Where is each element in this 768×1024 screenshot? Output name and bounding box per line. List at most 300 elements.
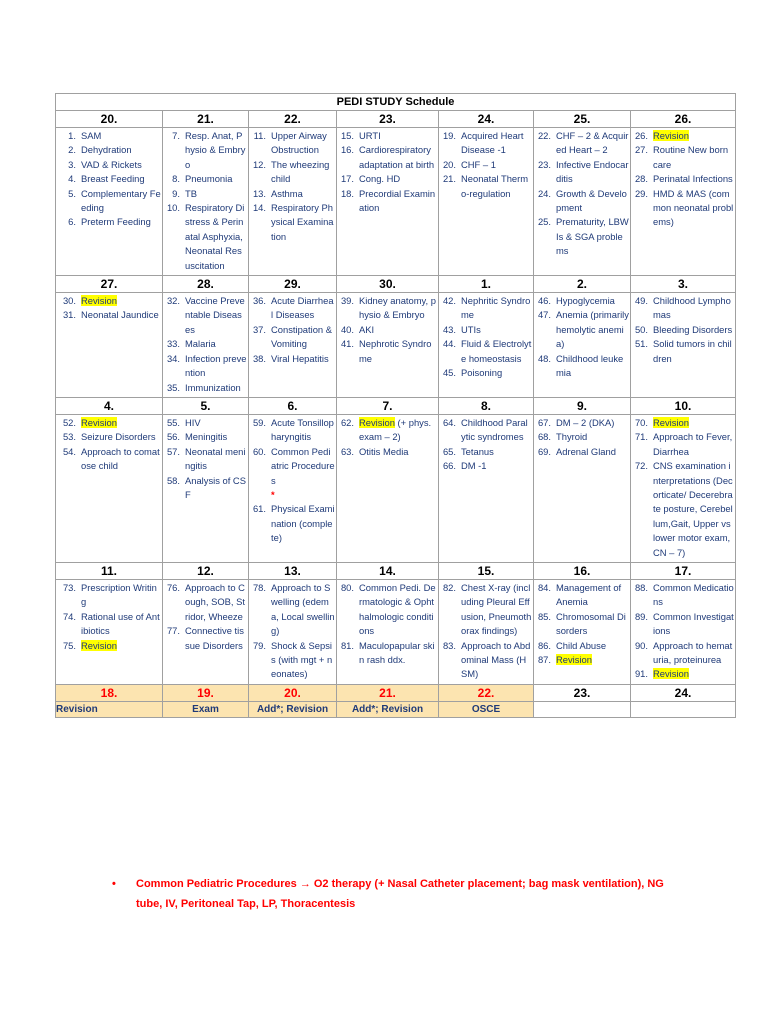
topic-number: 9. bbox=[172, 187, 180, 199]
topic-text: Immunization bbox=[185, 381, 241, 393]
topics-row bbox=[56, 414, 736, 562]
topic-text: Nephritic Syndrome bbox=[461, 295, 531, 321]
topic-item bbox=[163, 474, 247, 503]
bullet-icon: • bbox=[112, 878, 116, 890]
topic-text: CHF – 1 bbox=[461, 158, 496, 170]
topic-number: 74. bbox=[62, 610, 76, 622]
topic-number: 40. bbox=[340, 323, 354, 335]
topic-text: Otitis Media bbox=[359, 445, 409, 457]
topic-text-wrap bbox=[461, 172, 532, 201]
topic-number: 10. bbox=[166, 202, 180, 214]
topic-number: 35. bbox=[166, 381, 180, 393]
asterisk-mark: * bbox=[271, 488, 275, 500]
topic-text: Poisoning bbox=[461, 367, 503, 379]
topic-item bbox=[631, 430, 734, 459]
topic-text-wrap bbox=[461, 581, 532, 639]
topic-text-wrap bbox=[653, 172, 734, 186]
topic-number: 67. bbox=[537, 416, 551, 428]
day-topics-cell bbox=[337, 293, 439, 398]
topic-text: Common Pediatric Procedures bbox=[271, 445, 335, 486]
topic-number: 76. bbox=[166, 581, 180, 593]
topic-list bbox=[249, 415, 336, 548]
topic-text-wrap bbox=[185, 129, 247, 172]
day-number: 5. bbox=[163, 397, 249, 414]
day-topics-cell bbox=[631, 128, 736, 276]
topic-text: Management of Anemia bbox=[556, 581, 622, 608]
topic-item bbox=[337, 445, 437, 459]
topic-number: 8. bbox=[172, 173, 180, 185]
topic-text-wrap bbox=[81, 215, 161, 229]
day-topics-cell bbox=[439, 128, 534, 276]
topic-item bbox=[56, 172, 161, 186]
topic-item bbox=[163, 416, 247, 430]
topic-text-wrap bbox=[461, 129, 532, 158]
topic-list bbox=[631, 128, 735, 232]
topic-item bbox=[631, 416, 734, 430]
topic-text-wrap bbox=[185, 430, 247, 444]
topic-text-wrap bbox=[185, 381, 247, 395]
topic-text: Resp. Anat, Physio & Embryo bbox=[185, 130, 246, 170]
topic-item bbox=[534, 294, 629, 308]
topic-text-wrap bbox=[653, 337, 734, 366]
day-topics-cell bbox=[163, 579, 249, 684]
day-number: 24. bbox=[439, 111, 534, 128]
topic-text-wrap bbox=[81, 172, 161, 186]
topic-text-wrap bbox=[185, 294, 247, 337]
topic-number: 16. bbox=[340, 144, 354, 156]
topic-text: Asthma bbox=[271, 187, 303, 199]
topic-item bbox=[337, 323, 437, 337]
day-number: 7. bbox=[337, 397, 439, 414]
topic-number: 25. bbox=[537, 216, 551, 228]
topic-text-wrap bbox=[185, 581, 247, 624]
topic-text-wrap bbox=[556, 445, 629, 459]
topic-text: Acute Diarrheal Diseases bbox=[271, 295, 334, 321]
topic-number: 1. bbox=[68, 130, 76, 141]
topic-number: 28. bbox=[634, 173, 648, 185]
topic-number: 41. bbox=[340, 338, 354, 350]
topic-text-wrap bbox=[359, 129, 437, 143]
day-number-row bbox=[56, 562, 736, 579]
topic-text: TB bbox=[185, 187, 197, 199]
day-topics-cell bbox=[337, 128, 439, 276]
topic-number: 72. bbox=[634, 460, 648, 472]
topic-text: Vaccine Preventable Diseases bbox=[185, 295, 245, 335]
topic-number: 61. bbox=[252, 503, 266, 515]
topic-list bbox=[534, 415, 630, 461]
topic-text: Common Medications bbox=[653, 581, 734, 608]
topic-text: Childhood leukemia bbox=[556, 352, 624, 379]
topic-item bbox=[631, 294, 734, 323]
topic-text: The wheezing child bbox=[271, 158, 330, 185]
topic-list bbox=[337, 580, 438, 669]
topic-number: 37. bbox=[252, 323, 266, 335]
topic-number: 7. bbox=[172, 130, 180, 141]
topic-text: Upper Airway Obstruction bbox=[271, 130, 327, 156]
topic-list bbox=[631, 415, 735, 562]
revision-highlight: Revision bbox=[653, 416, 689, 428]
topic-item bbox=[56, 581, 161, 610]
day-topics-cell bbox=[337, 579, 439, 684]
topic-number: 12. bbox=[252, 158, 266, 170]
day-topics-cell bbox=[534, 293, 631, 398]
topic-list bbox=[249, 293, 336, 368]
topic-item bbox=[56, 430, 161, 444]
day-number: 9. bbox=[534, 397, 631, 414]
topic-text-wrap bbox=[556, 653, 629, 667]
topic-list bbox=[56, 128, 162, 232]
day-topics-cell bbox=[631, 414, 736, 562]
day-number: 29. bbox=[249, 276, 337, 293]
topic-item bbox=[631, 323, 734, 337]
final-day-number: 21. bbox=[337, 684, 439, 701]
topic-item bbox=[249, 352, 335, 366]
day-number: 4. bbox=[56, 397, 163, 414]
topic-text: Neonatal Thermo-regulation bbox=[461, 173, 529, 199]
topic-text-wrap bbox=[81, 294, 161, 308]
topic-text-wrap bbox=[359, 639, 437, 668]
topic-number: 43. bbox=[442, 323, 456, 335]
topics-row bbox=[56, 128, 736, 276]
topic-text: Hypoglycemia bbox=[556, 295, 615, 307]
topic-number: 19. bbox=[442, 130, 456, 141]
topic-text: Bleeding Disorders bbox=[653, 323, 733, 335]
topic-number: 27. bbox=[634, 144, 648, 156]
topic-number: 71. bbox=[634, 431, 648, 443]
topic-item bbox=[439, 416, 532, 445]
topic-text-wrap bbox=[556, 187, 629, 216]
topic-text: Fluid & Electrolyte homeostasis bbox=[461, 338, 532, 364]
topic-number: 77. bbox=[166, 625, 180, 637]
topic-text-wrap bbox=[461, 639, 532, 682]
topic-text: Acquired Heart Disease -1 bbox=[461, 130, 524, 156]
topic-text-wrap bbox=[359, 172, 437, 186]
topic-text: Approach to Abdominal Mass (HSM) bbox=[461, 639, 531, 680]
topic-text-wrap bbox=[81, 416, 161, 430]
topic-item bbox=[249, 158, 335, 187]
topic-text: Anemia (primarily hemolytic anemia) bbox=[556, 309, 629, 350]
topic-number: 29. bbox=[634, 187, 648, 199]
topic-text-wrap bbox=[461, 459, 532, 473]
topic-number: 64. bbox=[442, 416, 456, 428]
topic-text: VAD & Rickets bbox=[81, 158, 142, 170]
topic-item bbox=[439, 581, 532, 639]
topic-item bbox=[163, 129, 247, 172]
topic-list bbox=[163, 128, 248, 275]
revision-highlight: Revision bbox=[653, 668, 689, 680]
day-topics-cell bbox=[337, 414, 439, 562]
topic-number: 57. bbox=[166, 445, 180, 457]
topic-text-wrap bbox=[81, 158, 161, 172]
topic-number: 91. bbox=[634, 668, 648, 680]
topic-number: 55. bbox=[166, 416, 180, 428]
topic-number: 11. bbox=[253, 130, 266, 141]
topic-text: Infection prevention bbox=[185, 352, 247, 379]
topic-text-wrap bbox=[461, 337, 532, 366]
topic-text: Meningitis bbox=[185, 431, 228, 443]
topic-number: 58. bbox=[166, 474, 180, 486]
topic-item bbox=[631, 639, 734, 668]
topic-text: Growth & Development bbox=[556, 187, 627, 214]
topic-text-wrap bbox=[556, 352, 629, 381]
day-topics-cell bbox=[249, 293, 337, 398]
topic-list bbox=[337, 415, 438, 461]
topic-text-wrap bbox=[185, 187, 247, 201]
topic-text: Connective tissue Disorders bbox=[185, 625, 244, 651]
topic-list bbox=[249, 128, 336, 246]
day-number-row bbox=[56, 397, 736, 414]
topic-item bbox=[163, 624, 247, 653]
topic-item bbox=[163, 352, 247, 381]
topic-text-wrap bbox=[271, 416, 335, 445]
topic-number: 5. bbox=[68, 187, 76, 199]
topic-text-wrap bbox=[556, 158, 629, 187]
topic-text: Prematurity, LBWIs & SGA problems bbox=[556, 216, 629, 257]
topic-number: 66. bbox=[442, 460, 456, 472]
topic-number: 38. bbox=[252, 352, 266, 364]
topic-item bbox=[631, 667, 734, 681]
topic-item bbox=[534, 430, 629, 444]
topic-item bbox=[439, 366, 532, 380]
day-number-row bbox=[56, 111, 736, 128]
topic-text: Neonatal Jaundice bbox=[81, 309, 159, 321]
day-topics-cell bbox=[56, 579, 163, 684]
day-number: 21. bbox=[163, 111, 249, 128]
topic-text-wrap bbox=[359, 323, 437, 337]
topic-item bbox=[56, 610, 161, 639]
topic-item bbox=[439, 337, 532, 366]
topic-text-wrap bbox=[81, 430, 161, 444]
topic-text-wrap bbox=[185, 337, 247, 351]
topic-text-wrap bbox=[81, 129, 161, 143]
topic-item bbox=[631, 172, 734, 186]
topic-number: 50. bbox=[634, 323, 648, 335]
topic-text: Chest X-ray (including Pleural Effusion, Pneumothorax findings) bbox=[461, 581, 532, 637]
topic-list bbox=[56, 580, 162, 655]
topic-text-wrap bbox=[271, 502, 335, 545]
topic-text-wrap bbox=[271, 445, 335, 503]
revision-highlight: Revision bbox=[81, 639, 117, 651]
topic-text-wrap bbox=[81, 143, 161, 157]
topic-number: 17. bbox=[340, 173, 354, 185]
topic-item bbox=[534, 416, 629, 430]
topic-text: Constipation & Vomiting bbox=[271, 323, 332, 350]
topic-item bbox=[439, 639, 532, 682]
topic-text-wrap bbox=[271, 187, 335, 201]
day-number: 30. bbox=[337, 276, 439, 293]
topic-number: 14. bbox=[252, 202, 266, 214]
topic-item bbox=[534, 610, 629, 639]
topic-item bbox=[249, 323, 335, 352]
day-number: 25. bbox=[534, 111, 631, 128]
topic-item bbox=[337, 143, 437, 172]
topic-item bbox=[163, 187, 247, 201]
day-number: 12. bbox=[163, 562, 249, 579]
topic-text-wrap bbox=[556, 610, 629, 639]
day-number: 15. bbox=[439, 562, 534, 579]
topic-list bbox=[631, 580, 735, 684]
topic-number: 4. bbox=[68, 173, 76, 185]
topic-list bbox=[631, 293, 735, 368]
topic-text-wrap bbox=[271, 352, 335, 366]
topic-item bbox=[249, 201, 335, 244]
topic-item bbox=[56, 187, 161, 216]
topic-text: Dehydration bbox=[81, 144, 132, 156]
topic-item bbox=[631, 337, 734, 366]
topic-text-wrap bbox=[461, 366, 532, 380]
topic-text: Maculopapular skin rash ddx. bbox=[359, 639, 435, 665]
topic-text: SAM bbox=[81, 130, 102, 141]
topic-item bbox=[439, 459, 532, 473]
topic-text: HIV bbox=[185, 416, 201, 428]
topic-item bbox=[249, 502, 335, 545]
topic-text: Solid tumors in children bbox=[653, 338, 732, 364]
topic-text: Shock & Sepsis (with mgt + neonates) bbox=[271, 639, 333, 680]
topic-item bbox=[163, 201, 247, 273]
day-number: 16. bbox=[534, 562, 631, 579]
day-number: 1. bbox=[439, 276, 534, 293]
topic-number: 89. bbox=[634, 610, 648, 622]
topic-list bbox=[534, 293, 630, 382]
topic-item bbox=[439, 158, 532, 172]
topic-text: DM -1 bbox=[461, 460, 487, 472]
topic-text: Respiratory Physical Examination bbox=[271, 202, 334, 242]
final-days-number-row bbox=[56, 684, 736, 701]
topic-text: Thyroid bbox=[556, 431, 588, 443]
day-topics-cell bbox=[439, 293, 534, 398]
topic-text: Approach to comatose child bbox=[81, 445, 160, 472]
final-day-label bbox=[534, 701, 631, 717]
topic-number: 21. bbox=[442, 173, 456, 185]
topic-number: 2. bbox=[68, 144, 76, 156]
revision-highlight: Revision bbox=[653, 130, 689, 141]
final-day-label: Add*; Revision bbox=[337, 701, 439, 717]
topic-number: 26. bbox=[634, 130, 648, 141]
topic-item bbox=[56, 308, 161, 322]
topic-item bbox=[439, 129, 532, 158]
day-topics-cell bbox=[534, 579, 631, 684]
topic-item bbox=[534, 158, 629, 187]
topic-number: 13. bbox=[252, 187, 266, 199]
topic-number: 78. bbox=[252, 581, 266, 593]
topic-item bbox=[163, 337, 247, 351]
topic-list bbox=[56, 293, 162, 325]
day-topics-cell bbox=[163, 414, 249, 562]
topic-item bbox=[337, 416, 437, 445]
topic-text: Kidney anatomy, physio & Embryo bbox=[359, 295, 436, 321]
day-number: 2. bbox=[534, 276, 631, 293]
topic-number: 6. bbox=[68, 216, 76, 228]
topic-number: 45. bbox=[442, 367, 456, 379]
topic-item bbox=[163, 581, 247, 624]
topic-text: Neonatal meningitis bbox=[185, 445, 246, 472]
topic-number: 54. bbox=[62, 445, 76, 457]
study-schedule-table bbox=[55, 93, 736, 718]
topic-text: Complementary Feeding bbox=[81, 187, 161, 214]
topic-item bbox=[56, 215, 161, 229]
topic-text: Nephrotic Syndrome bbox=[359, 338, 432, 364]
topic-text-wrap bbox=[653, 416, 734, 430]
topic-number: 32. bbox=[166, 295, 180, 307]
topic-number: 51. bbox=[634, 338, 648, 350]
day-topics-cell bbox=[56, 414, 163, 562]
topic-item bbox=[163, 172, 247, 186]
topic-text-wrap bbox=[556, 129, 629, 158]
topic-number: 81. bbox=[340, 639, 354, 651]
topic-list bbox=[439, 415, 533, 476]
topic-text-wrap bbox=[81, 445, 161, 474]
topic-text: Infective Endocarditis bbox=[556, 158, 629, 185]
topic-number: 56. bbox=[166, 431, 180, 443]
topic-text-wrap bbox=[359, 445, 437, 459]
topic-number: 80. bbox=[340, 581, 354, 593]
final-day-number: 19. bbox=[163, 684, 249, 701]
topic-item bbox=[534, 215, 629, 258]
final-day-number: 20. bbox=[249, 684, 337, 701]
topic-text: Approach to Cough, SOB, Stridor, Wheeze bbox=[185, 581, 245, 622]
topic-number: 79. bbox=[252, 639, 266, 651]
topic-text: Viral Hepatitis bbox=[271, 352, 329, 364]
topic-item bbox=[337, 129, 437, 143]
topic-number: 59. bbox=[252, 416, 266, 428]
topic-text: Physical Examination (complete) bbox=[271, 503, 335, 544]
topic-text-wrap bbox=[653, 667, 734, 681]
topic-text-wrap bbox=[461, 416, 532, 445]
topic-item bbox=[56, 416, 161, 430]
final-day-label: OSCE bbox=[439, 701, 534, 717]
topic-number: 88. bbox=[634, 581, 648, 593]
topic-list bbox=[439, 128, 533, 203]
topic-text-wrap bbox=[271, 323, 335, 352]
topic-number: 48. bbox=[537, 352, 551, 364]
day-number: 3. bbox=[631, 276, 736, 293]
topic-text: Child Abuse bbox=[556, 639, 607, 651]
topic-number: 90. bbox=[634, 639, 648, 651]
topic-item bbox=[163, 445, 247, 474]
topic-item bbox=[439, 172, 532, 201]
revision-highlight: Revision bbox=[556, 654, 592, 665]
topic-text-wrap bbox=[653, 129, 734, 143]
topic-item bbox=[337, 581, 437, 639]
day-number: 23. bbox=[337, 111, 439, 128]
day-topics-cell bbox=[534, 414, 631, 562]
topic-text-wrap bbox=[653, 323, 734, 337]
topic-number: 47. bbox=[537, 309, 551, 321]
topic-item bbox=[249, 639, 335, 682]
topic-text-wrap bbox=[185, 352, 247, 381]
topic-number: 39. bbox=[340, 295, 354, 307]
topic-text: Common Investigations bbox=[653, 610, 734, 637]
topic-text: Prescription Writing bbox=[81, 581, 157, 608]
day-number: 27. bbox=[56, 276, 163, 293]
topic-list bbox=[249, 580, 336, 684]
topic-number: 52. bbox=[62, 416, 76, 428]
day-topics-cell bbox=[56, 293, 163, 398]
final-day-number: 18. bbox=[56, 684, 163, 701]
topic-item bbox=[631, 187, 734, 230]
final-day-number: 22. bbox=[439, 684, 534, 701]
topic-list bbox=[337, 293, 438, 368]
topic-text: Common Pedi. Dermatologic & Ophthalmologic conditions bbox=[359, 581, 436, 637]
topic-number: 68. bbox=[537, 431, 551, 443]
procedures-note bbox=[112, 874, 692, 914]
topic-text-wrap bbox=[185, 624, 247, 653]
topic-text-wrap bbox=[653, 610, 734, 639]
topic-text: AKI bbox=[359, 323, 375, 335]
topic-text: Approach to hematuria, proteinurea bbox=[653, 639, 733, 665]
topic-number: 18. bbox=[340, 187, 354, 199]
topic-text-wrap bbox=[359, 294, 437, 323]
